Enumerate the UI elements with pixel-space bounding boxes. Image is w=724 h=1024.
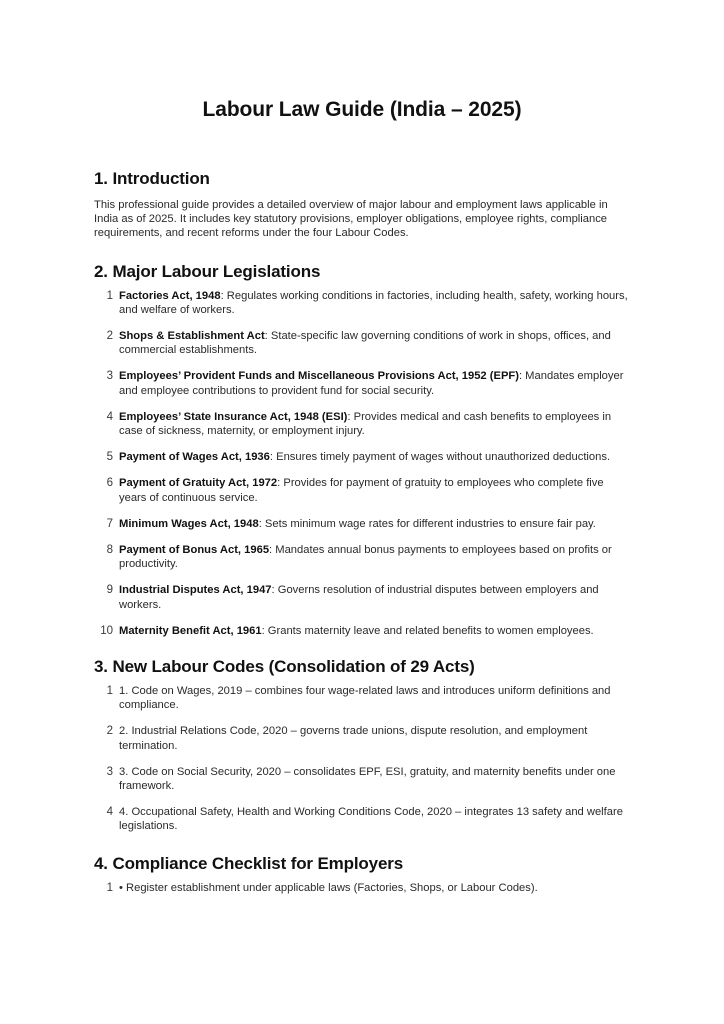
list-item-number: 4 bbox=[106, 410, 113, 423]
list-item-term: Payment of Wages Act, 1936 bbox=[119, 451, 270, 464]
list-item bbox=[94, 765, 630, 793]
compliance-checklist-list bbox=[94, 874, 630, 895]
list-item-number: 2 bbox=[106, 330, 113, 343]
list-item-number: 1 bbox=[106, 881, 113, 894]
list-item bbox=[94, 476, 630, 504]
list-item-number: 6 bbox=[106, 477, 113, 490]
list-item-number: 5 bbox=[106, 451, 113, 464]
list-item-text: Employees’ Provident Funds and Miscellaneous Provisions Act, 1952 (EPF): Mandates employer and employee contributions to provident fund for social security. bbox=[119, 370, 624, 397]
list-item-number: 10 bbox=[100, 624, 113, 637]
list-item-term: Payment of Gratuity Act, 1972 bbox=[119, 477, 278, 490]
new-labour-codes-list bbox=[94, 677, 630, 834]
section-heading-new-labour-codes: 3. New Labour Codes (Consolidation of 29 Acts) bbox=[94, 657, 475, 677]
list-item-term: Minimum Wages Act, 1948 bbox=[119, 517, 259, 530]
list-item bbox=[94, 369, 630, 397]
list-item bbox=[94, 543, 630, 571]
list-item-text: Minimum Wages Act, 1948: Sets minimum wage rates for different industries to ensure fair pay. bbox=[119, 517, 596, 530]
list-item-text: Factories Act, 1948: Regulates working conditions in factories, including health, safety, working hours, and welfare of workers. bbox=[119, 289, 628, 316]
list-item-text: 4. Occupational Safety, Health and Working Conditions Code, 2020 – integrates 13 safety and welfare legislations. bbox=[119, 806, 623, 833]
section-heading-compliance-checklist: 4. Compliance Checklist for Employers bbox=[94, 853, 404, 873]
list-item bbox=[94, 881, 630, 895]
list-item-number: 7 bbox=[106, 517, 113, 530]
list-item-text: Employees’ State Insurance Act, 1948 (ESI): Provides medical and cash benefits to employees in case of sickness, maternity, or employment injury. bbox=[119, 410, 612, 438]
list-item-number: 8 bbox=[106, 544, 113, 557]
list-item-term: Payment of Bonus Act, 1965 bbox=[119, 544, 270, 557]
list-item-term: Shops & Establishment Act bbox=[119, 330, 265, 343]
list-item-text: Payment of Gratuity Act, 1972: Provides for payment of gratuity to employees who complete five years of continuous service. bbox=[119, 477, 604, 504]
list-item-term: Employees’ State Insurance Act, 1948 (ESI) bbox=[119, 410, 348, 423]
list-item-number: 3 bbox=[106, 765, 113, 778]
list-item-number: 1 bbox=[106, 289, 113, 302]
list-item bbox=[94, 410, 630, 438]
section-heading-major-legislations: 2. Major Labour Legislations bbox=[94, 261, 321, 281]
list-item bbox=[94, 805, 630, 833]
section-heading-introduction: 1. Introduction bbox=[94, 169, 210, 188]
list-item bbox=[94, 583, 630, 611]
list-item-number: 3 bbox=[106, 370, 113, 383]
list-item bbox=[94, 724, 630, 752]
list-item-number: 1 bbox=[106, 685, 113, 698]
list-item bbox=[94, 450, 630, 464]
list-item-text: Payment of Bonus Act, 1965: Mandates annual bonus payments to employees based on profits or productivity. bbox=[119, 544, 612, 571]
list-item-text: Shops & Establishment Act: State-specific law governing conditions of work in shops, offices, and commercial establishments. bbox=[119, 330, 611, 357]
introduction-paragraph: This professional guide provides a detailed overview of major labour and employment laws applicable in India as of 2025. It includes key statutory provisions, employer obligations, employee rights, compliance requirements, and recent reforms under the four Labour Codes. bbox=[94, 199, 608, 240]
list-item bbox=[94, 289, 630, 317]
list-item-number: 2 bbox=[106, 725, 113, 738]
list-item-text: Payment of Wages Act, 1936: Ensures timely payment of wages without unauthorized deductions. bbox=[119, 451, 611, 464]
document-body bbox=[94, 0, 630, 895]
page-title: Labour Law Guide (India – 2025) bbox=[202, 98, 522, 121]
list-item-text: Maternity Benefit Act, 1961: Grants maternity leave and related benefits to women employees. bbox=[119, 624, 594, 637]
major-legislations-list bbox=[94, 282, 630, 638]
list-item-term: Employees’ Provident Funds and Miscellaneous Provisions Act, 1952 (EPF) bbox=[119, 370, 519, 383]
list-item-text: 1. Code on Wages, 2019 – combines four wage-related laws and introduces uniform definitions and compliance. bbox=[119, 685, 611, 712]
list-item bbox=[94, 684, 630, 712]
list-item-text: • Register establishment under applicable laws (Factories, Shops, or Labour Codes). bbox=[119, 881, 538, 894]
list-item-number: 9 bbox=[106, 584, 113, 597]
list-item-term: Factories Act, 1948 bbox=[119, 289, 221, 302]
list-item bbox=[94, 329, 630, 357]
list-item bbox=[94, 517, 630, 531]
list-item-text: 2. Industrial Relations Code, 2020 – governs trade unions, dispute resolution, and employment termination. bbox=[119, 725, 588, 752]
list-item-term: Industrial Disputes Act, 1947 bbox=[119, 584, 272, 597]
list-item-number: 4 bbox=[106, 806, 113, 819]
list-item-text: Industrial Disputes Act, 1947: Governs resolution of industrial disputes between employers and workers. bbox=[119, 584, 599, 611]
list-item bbox=[94, 624, 630, 638]
list-item-text: 3. Code on Social Security, 2020 – consolidates EPF, ESI, gratuity, and maternity benefits under one framework. bbox=[119, 765, 616, 793]
list-item-term: Maternity Benefit Act, 1961 bbox=[119, 624, 262, 637]
